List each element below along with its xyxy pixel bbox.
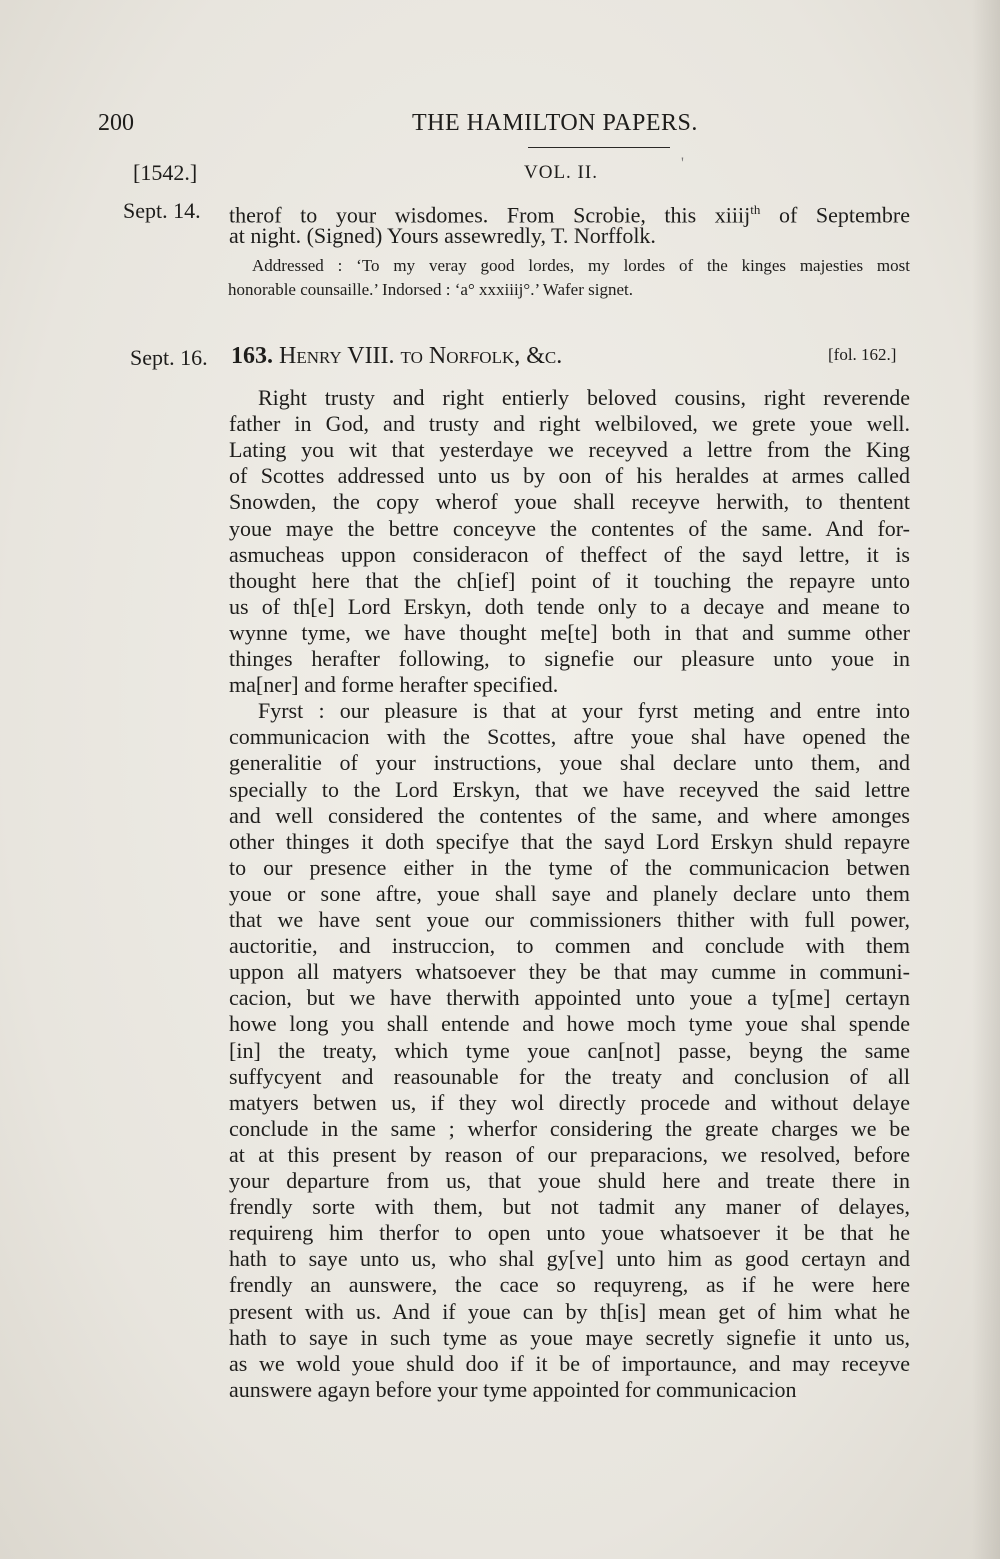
volume-marker: VOL. II. [524,162,598,183]
letter-line: communicacion with the Scottes, aftre youe shal have opened the [229,724,910,749]
address-line: Addressed : ‘To my veray good lordes, my lordes of the kinges majesties most [252,256,910,275]
letter-line: cacion, but we have therwith appointed unto youe a ty[me] certayn [229,985,910,1010]
letter-line: frendly an aunswere, the cace so requyreng, as if he were here [229,1272,910,1297]
letter-line: specially to the Lord Erskyn, that we have receyved the said lettre [229,777,910,802]
running-title: THE HAMILTON PAPERS. [412,110,698,136]
letter-line: hath to saye in such tyme as youe maye secretly signefie it unto us, [229,1325,910,1350]
page-number: 200 [98,110,134,136]
letter-line: and well considered the contentes of the same, and where amonges [229,803,910,828]
prev-letter-line: at night. (Signed) Yours assewredly, T. Norffolk. [229,223,656,248]
letter-line: uppon all matyers whatsoever they be that may cumme in communi- [229,959,910,984]
address-line: honorable counsaille.’ Indorsed : ‘a° xxxiiij°.’ Wafer signet. [228,280,633,299]
letter-line: requireng him therfor to open unto youe whatsoever it be that he [229,1220,910,1245]
letter-line: frendly sorte with them, but not tadmit any maner of delayes, [229,1194,910,1219]
letter-number: 163. [231,343,273,369]
letter-line: father in God, and trusty and right welbiloved, we grete youe well. [229,411,910,436]
letter-line: your departure from us, that youe shuld here and treate there in [229,1168,910,1193]
letter-line: asmucheas uppon consideracon of theffect of the sayd lettre, it is [229,542,910,567]
letter-line: of Scottes addressed unto us by oon of his heraldes at armes called [229,463,910,488]
letter-line: auctoritie, and instruccion, to commen and conclude with them [229,933,910,958]
letter-line: at at this present by reason of our preparacions, we resolved, before [229,1142,910,1167]
letter-line: howe long you shall entende and howe moch tyme youe shal spende [229,1011,910,1036]
letter-line: Fyrst : our pleasure is that at your fyrst meting and entre into [258,698,910,723]
letter-line: that we have sent youe our commissioners thither with full power, [229,907,910,932]
title-rule [528,147,670,148]
letter-line: hath to saye unto us, who shal gy[ve] unto him as good certayn and [229,1246,910,1271]
letter-line: Right trusty and right entierly beloved cousins, right reverende [258,385,910,410]
letter-line: us of th[e] Lord Erskyn, doth tende only to a decaye and meane to [229,594,910,619]
letter-title: Henry VIII. to Norfolk, &c. [279,343,563,369]
prev-letter-line-text: therof to your wisdomes. From Scrobie, this xiiij [229,202,751,228]
letter-line: thought here that the ch[ief] point of it touching the repayre unto [229,568,910,593]
scan-edge [972,0,1000,1559]
letter-line: aunswere agayn before your tyme appointed for communicacion [229,1377,797,1402]
letter-line: wynne tyme, we have thought me[te] both in that and summe other [229,620,910,645]
letter-line: to our presence either in the tyme of the communicacion betwen [229,855,910,880]
letter-date: Sept. 16. [130,345,208,370]
superscript: th [750,202,761,217]
letter-line: [in] the treaty, which tyme youe can[not] passe, beyng the same [229,1038,910,1063]
year-marker: [1542.] [133,160,198,185]
letter-line: present with us. And if youe can by th[is] mean get of him what he [229,1299,910,1324]
letter-line: youe or sone aftre, youe shall saye and planely declare unto them [229,881,910,906]
prev-letter-line-end: of Septembre [760,202,910,228]
letter-line: thinges herafter following, to signefie our pleasure unto youe in [229,646,910,671]
letter-line: Snowden, the copy wherof youe shall receyve herwith, to thentent [229,489,910,514]
letter-heading [231,343,562,370]
prev-letter-date: Sept. 14. [123,198,201,223]
letter-line: Lating you wit that yesterdaye we receyved a lettre from the King [229,437,910,462]
stray-mark: ' [681,155,684,172]
letter-line: as we wold youe shuld doo if it be of importaunce, and may receyve [229,1351,910,1376]
letter-line: youe maye the bettre conceyve the contentes of the same. And for- [229,516,910,541]
letter-line: matyers betwen us, if they wol directly procede and without delaye [229,1090,910,1115]
letter-line: ma[ner] and forme herafter specified. [229,672,559,697]
letter-line: suffycyent and reasounable for the treaty and conclusion of all [229,1064,910,1089]
letter-line: generalitie of your instructions, youe shal declare unto them, and [229,750,910,775]
letter-line: other thinges it doth specifye that the sayd Lord Erskyn shuld repayre [229,829,910,854]
folio-reference: [fol. 162.] [828,345,897,364]
letter-line: conclude in the same ; wherfor considering the greate charges we be [229,1116,910,1141]
